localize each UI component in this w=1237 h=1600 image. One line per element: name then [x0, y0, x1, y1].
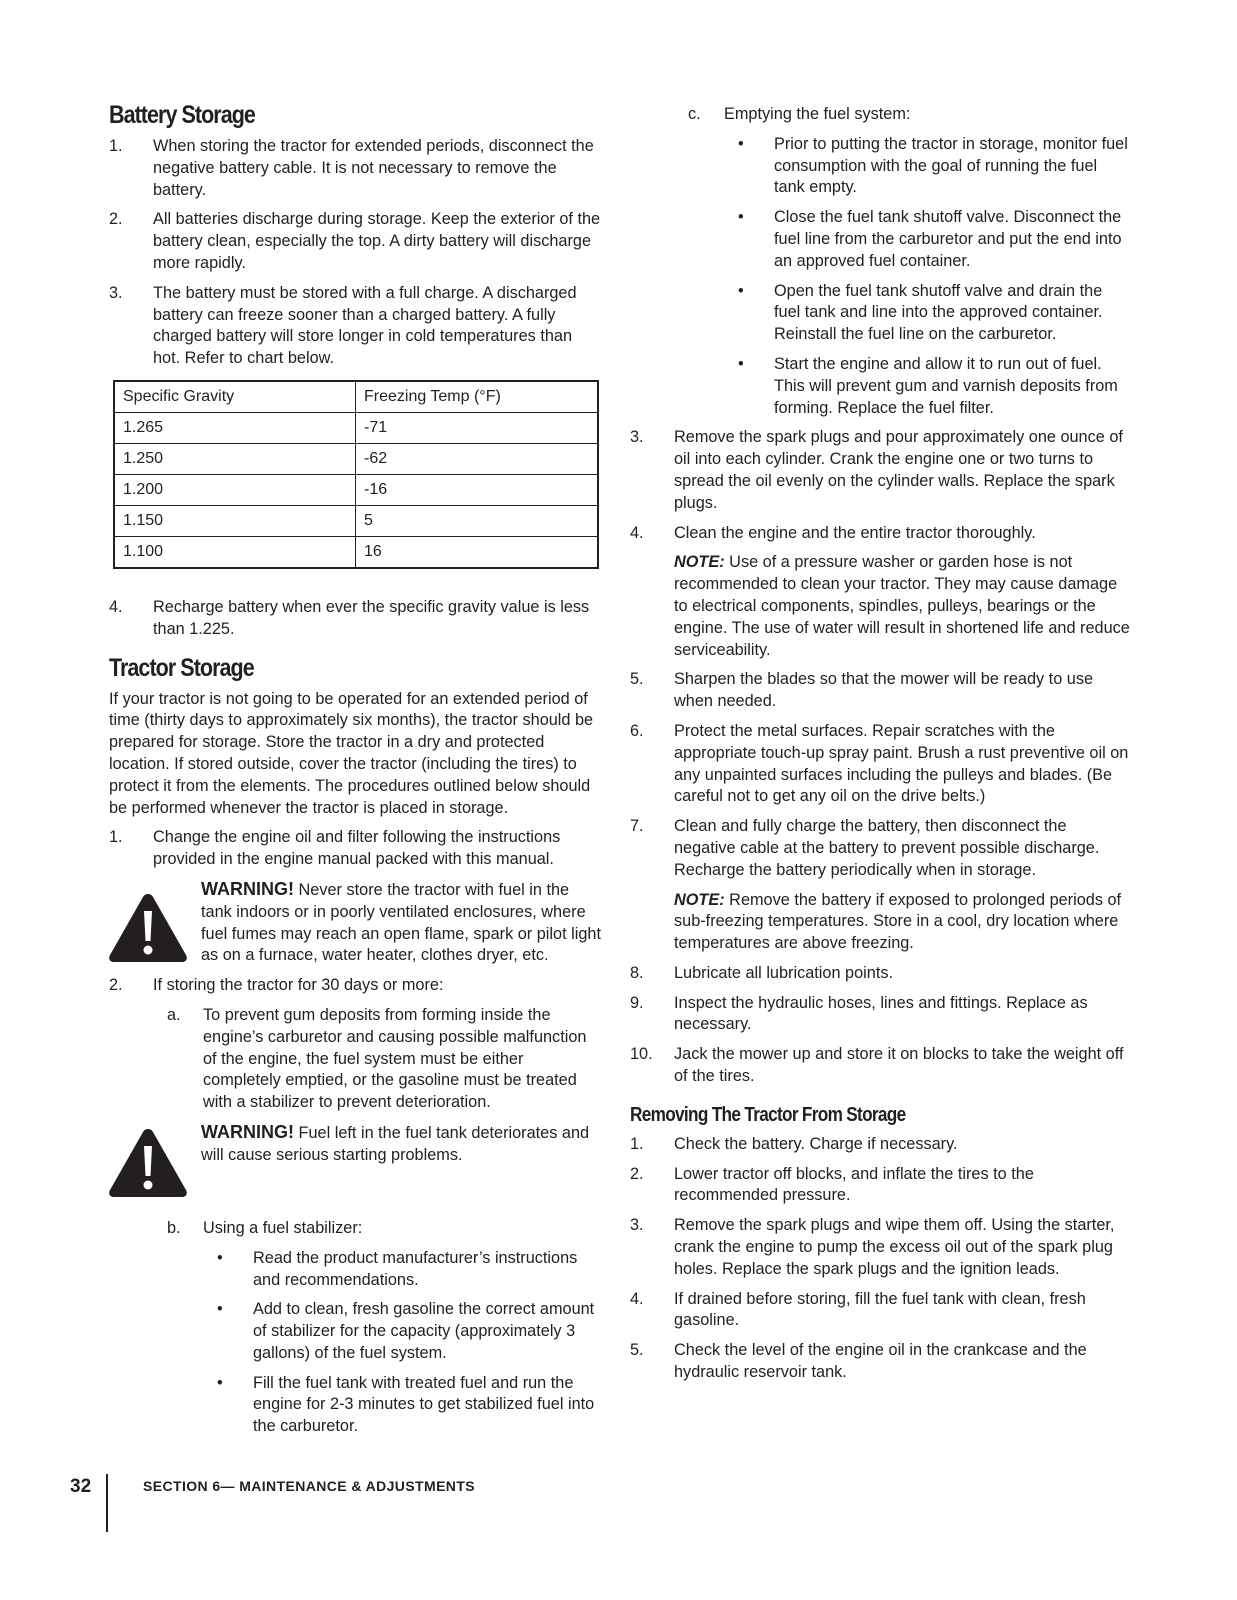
left-column	[109, 100, 601, 1446]
list-item: 7. Clean and fully charge the battery, then disconnect the negative cable at the battery to prevent possible discharge. Recharge the battery periodically when in storage.	[630, 817, 1100, 879]
sub-list-item: c. Emptying the fuel system:	[688, 105, 911, 123]
list-item: 10. Jack the mower up and store it on blocks to take the weight off of the tires.	[630, 1045, 1124, 1086]
removing-storage-heading: Removing The Tractor From Storage	[630, 1103, 906, 1126]
table-cell: 1.265	[114, 412, 356, 443]
table-header-cell: Specific Gravity	[114, 381, 356, 413]
table-row	[114, 536, 598, 568]
table-row	[114, 412, 598, 443]
warning-text: Fuel left in the fuel tank deteriorates and will cause serious starting problems.	[201, 1123, 590, 1164]
note-text: Remove the battery if exposed to prolonged periods of sub-freezing temperatures. Store in a cool, dry location where temperatures are above freezing.	[674, 890, 1122, 953]
table-row	[114, 443, 598, 474]
table-cell: 1.200	[114, 474, 356, 505]
tractor-storage-heading: Tractor Storage	[109, 653, 254, 682]
list-item: 4. Recharge battery when ever the specific gravity value is less than 1.225.	[109, 597, 590, 638]
table-header-cell: Freezing Temp (°F)	[356, 381, 599, 413]
warning-label: WARNING!	[201, 878, 294, 899]
note-block	[630, 890, 1130, 955]
table-cell: 1.250	[114, 443, 356, 474]
note-block	[630, 552, 1130, 661]
list-item: 1. Change the engine oil and filter following the instructions provided in the engine manual packed with this manual.	[109, 828, 561, 869]
table-cell: -16	[356, 474, 599, 505]
note-label: NOTE:	[674, 553, 725, 572]
bullet-item: • Prior to putting the tractor in storage, monitor fuel consumption with the goal of running the fuel tank empty.	[738, 134, 1128, 197]
note-label: NOTE:	[674, 890, 725, 909]
table-cell: -71	[356, 412, 599, 443]
list-item: 5. Sharpen the blades so that the mower will be ready to use when needed.	[630, 670, 1094, 711]
table-cell: 16	[356, 536, 599, 568]
warning-block	[109, 879, 601, 967]
list-item: 9. Inspect the hydraulic hoses, lines and fittings. Replace as necessary.	[630, 993, 1088, 1034]
list-item: 8. Lubricate all lubrication points.	[630, 963, 894, 982]
table-cell: -62	[356, 443, 599, 474]
list-item: 5. Check the level of the engine oil in the crankcase and the hydraulic reservoir tank.	[630, 1341, 1087, 1382]
tractor-storage-intro: If your tractor is not going to be operated for an extended period of time (thirty days to approximately six months), the tractor should be prepared for storage. Store the tractor in a dry and protected location. If stored outside, cover the tractor (including the tires) to protect it from the elements. The procedures outlined below should be performed whenever the tractor is placed in storage.	[109, 689, 594, 817]
list-item: 4. Clean the engine and the entire tractor thoroughly.	[630, 523, 1036, 542]
sub-list-item: a. To prevent gum deposits from forming inside the engine’s carburetor and causing possible malfunction of the engine, the fuel system must be either completely emptied, or the gasoline must be treated with a stabilizer to prevent deterioration.	[167, 1005, 587, 1112]
note-text: Use of a pressure washer or garden hose is not recommended to clean your tractor. They may cause damage to electrical components, spindles, pulleys, bearings or the engine. The use of water will result in shortened life and reduce serviceability.	[674, 553, 1130, 659]
list-item: 6. Protect the metal surfaces. Repair scratches with the appropriate touch-up spray paint. Brush a rust preventive oil on any unpainted surfaces including the pulleys and blades. (Be careful not to get any oil on the drive belts.)	[630, 721, 1129, 806]
bullet-item: • Open the fuel tank shutoff valve and drain the fuel tank and line into the approved container. Reinstall the fuel line on the carburetor.	[738, 281, 1103, 344]
list-item: 1. When storing the tractor for extended periods, disconnect the negative battery cable. It is not necessary to remove the battery.	[109, 137, 594, 199]
list-item: 1. Check the battery. Charge if necessary.	[630, 1134, 958, 1153]
right-column	[630, 104, 1130, 1392]
specific-gravity-table	[113, 380, 599, 569]
sub-list-item: b. Using a fuel stabilizer:	[167, 1218, 363, 1237]
table-cell: 1.100	[114, 536, 356, 568]
footer-divider	[106, 1474, 108, 1532]
list-item: 3. Remove the spark plugs and wipe them off. Using the starter, crank the engine to pump the excess oil out of the spark plug holes. Replace the spark plugs and the ignition leads.	[630, 1216, 1115, 1278]
warning-text: Never store the tractor with fuel in the tank indoors or in poorly ventilated enclosures, where fuel fumes may reach an open flame, spark or pilot light as on a furnace, water heater, clothes dryer, etc.	[201, 880, 601, 965]
list-item: 4. If drained before storing, fill the fuel tank with clean, fresh gasoline.	[630, 1289, 1086, 1330]
section-title: SECTION 6— MAINTENANCE & ADJUSTMENTS	[143, 1478, 476, 1494]
warning-label: WARNING!	[201, 1121, 294, 1142]
page-number: 32	[70, 1476, 92, 1497]
warning-block	[109, 1122, 601, 1210]
table-cell: 5	[356, 505, 599, 536]
list-item: 2. Lower tractor off blocks, and inflate the tires to the recommended pressure.	[630, 1164, 1034, 1205]
battery-storage-heading: Battery Storage	[109, 101, 255, 129]
table-cell: 1.150	[114, 505, 356, 536]
bullet-item: • Add to clean, fresh gasoline the correct amount of stabilizer for the capacity (approximately 3 gallons) of the fuel system.	[217, 1300, 595, 1362]
table-row	[114, 474, 598, 505]
list-item: 3. The battery must be stored with a full charge. A discharged battery can freeze sooner than a charged battery. A fully charged battery will store longer in cold temperatures than hot. Refer to chart below.	[109, 283, 577, 368]
bullet-item: • Start the engine and allow it to run out of fuel. This will prevent gum and varnish deposits from forming. Replace the fuel filter.	[738, 354, 1118, 417]
warning-triangle-icon	[107, 891, 189, 965]
list-item: 3. Remove the spark plugs and pour approximately one ounce of oil into each cylinder. Crank the engine one or two turns to spread the oil evenly on the cylinder walls. Replace the spark plugs.	[630, 428, 1123, 512]
table-row	[114, 505, 598, 536]
list-item: 2. If storing the tractor for 30 days or more:	[109, 976, 444, 995]
bullet-item: • Read the product manufacturer’s instructions and recommendations.	[217, 1248, 578, 1289]
bullet-item: • Close the fuel tank shutoff valve. Disconnect the fuel line from the carburetor and put the end into an approved fuel container.	[738, 208, 1122, 270]
list-item: 2. All batteries discharge during storage. Keep the exterior of the battery clean, especially the top. A dirty battery will discharge more rapidly.	[109, 210, 601, 272]
table-header-row	[114, 381, 598, 413]
bullet-item: • Fill the fuel tank with treated fuel and run the engine for 2-3 minutes to get stabilized fuel into the carburetor.	[217, 1373, 595, 1436]
warning-triangle-icon	[107, 1126, 189, 1200]
